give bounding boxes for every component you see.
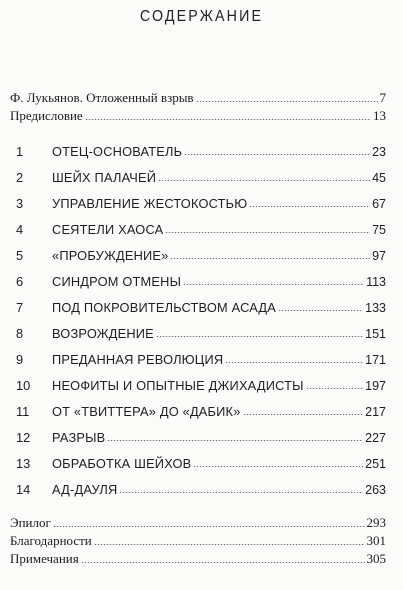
chapter-number: 8 bbox=[16, 326, 24, 341]
toc-entry-acknowledgements[interactable] bbox=[10, 533, 386, 549]
leader-dots bbox=[170, 258, 370, 259]
chapter-page: 113 bbox=[366, 275, 386, 289]
leader-dots bbox=[249, 206, 370, 207]
toc-chapter-6[interactable] bbox=[16, 274, 386, 289]
leader-dots bbox=[243, 414, 364, 415]
chapter-page: 151 bbox=[365, 327, 386, 341]
toc-entry-epilogue[interactable] bbox=[10, 515, 386, 531]
leader-dots bbox=[193, 466, 363, 467]
leader-dots bbox=[183, 284, 364, 285]
toc-chapter-4[interactable] bbox=[16, 222, 386, 237]
chapter-title: РАЗРЫВ bbox=[52, 430, 106, 445]
toc-entry-page: 7 bbox=[379, 90, 386, 105]
chapter-number: 12 bbox=[16, 430, 31, 445]
toc-chapter-9[interactable] bbox=[16, 352, 386, 367]
leader-dots bbox=[158, 180, 370, 181]
chapter-title: АД-ДАУЛЯ bbox=[52, 482, 118, 497]
toc-chapter-14[interactable] bbox=[16, 482, 386, 497]
chapter-number: 2 bbox=[16, 170, 24, 185]
leader-dots bbox=[94, 544, 365, 545]
chapter-number: 5 bbox=[16, 248, 24, 263]
toc-chapter-8[interactable] bbox=[16, 326, 386, 341]
toc-title: СОДЕРЖАНИЕ bbox=[139, 8, 264, 25]
toc-entry-label: Ф. Лукьянов. Отложенный взрыв bbox=[10, 90, 194, 105]
chapter-page: 67 bbox=[372, 197, 386, 211]
leader-dots bbox=[184, 154, 370, 155]
toc-chapter-7[interactable] bbox=[16, 300, 386, 315]
toc-entry-page: 13 bbox=[373, 108, 386, 123]
leader-dots bbox=[165, 232, 370, 233]
chapter-title: НЕОФИТЫ И ОПЫТНЫЕ ДЖИХАДИСТЫ bbox=[52, 378, 304, 393]
chapter-title: ШЕЙХ ПАЛАЧЕЙ bbox=[52, 170, 157, 185]
toc-chapter-13[interactable] bbox=[16, 456, 386, 471]
chapter-title: ВОЗРОЖДЕНИЕ bbox=[52, 326, 154, 341]
leader-dots bbox=[107, 440, 363, 441]
toc-entry-label: Благодарности bbox=[10, 533, 92, 548]
chapter-title: ОТ «ТВИТТЕРА» ДО «ДАБИК» bbox=[52, 404, 241, 419]
toc-chapter-2[interactable] bbox=[16, 170, 386, 185]
leader-dots bbox=[119, 492, 363, 493]
chapter-number: 9 bbox=[16, 352, 24, 367]
chapter-number: 10 bbox=[16, 378, 31, 393]
chapter-page: 227 bbox=[365, 431, 386, 445]
toc-entry-label: Предисловие bbox=[10, 108, 83, 123]
chapter-page: 23 bbox=[372, 145, 386, 159]
leader-dots bbox=[196, 101, 378, 102]
toc-chapter-1[interactable] bbox=[16, 144, 386, 159]
chapter-title: УПРАВЛЕНИЕ ЖЕСТОКОСТЬЮ bbox=[52, 196, 248, 211]
toc-entry-notes[interactable] bbox=[10, 551, 386, 567]
chapter-number: 13 bbox=[16, 456, 31, 471]
toc-entry-page: 301 bbox=[366, 533, 386, 548]
chapter-title: СЕЯТЕЛИ ХАОСА bbox=[52, 222, 164, 237]
leader-dots bbox=[85, 119, 371, 120]
toc-chapter-5[interactable] bbox=[16, 248, 386, 263]
toc-entry-preface[interactable] bbox=[10, 108, 386, 124]
leader-dots bbox=[278, 310, 363, 311]
toc-entry-page: 293 bbox=[366, 515, 386, 530]
toc-chapter-10[interactable] bbox=[16, 378, 386, 393]
leader-dots bbox=[225, 362, 363, 363]
chapter-title: «ПРОБУЖДЕНИЕ» bbox=[52, 248, 169, 263]
chapter-page: 263 bbox=[365, 483, 386, 497]
chapter-page: 171 bbox=[365, 353, 386, 367]
chapter-title: ОБРАБОТКА ШЕЙХОВ bbox=[52, 456, 192, 471]
chapter-page: 133 bbox=[365, 301, 386, 315]
leader-dots bbox=[306, 388, 363, 389]
chapter-title: СИНДРОМ ОТМЕНЫ bbox=[52, 274, 182, 289]
toc-entry-foreword-lukyanov[interactable] bbox=[10, 90, 386, 106]
toc-chapter-12[interactable] bbox=[16, 430, 386, 445]
toc-chapter-3[interactable] bbox=[16, 196, 386, 211]
chapter-number: 4 bbox=[16, 222, 24, 237]
toc-entry-label: Эпилог bbox=[10, 515, 51, 530]
chapter-number: 1 bbox=[16, 144, 24, 159]
chapter-page: 45 bbox=[372, 171, 386, 185]
chapter-number: 6 bbox=[16, 274, 24, 289]
chapter-page: 97 bbox=[372, 249, 386, 263]
chapter-title: ПРЕДАННАЯ РЕВОЛЮЦИЯ bbox=[52, 352, 224, 367]
toc-entry-page: 305 bbox=[366, 551, 386, 566]
chapter-number: 7 bbox=[16, 300, 24, 315]
leader-dots bbox=[81, 562, 365, 563]
chapter-number: 11 bbox=[16, 404, 30, 419]
toc-entry-label: Примечания bbox=[10, 551, 79, 566]
chapter-page: 75 bbox=[372, 223, 386, 237]
leader-dots bbox=[156, 336, 363, 337]
chapter-number: 3 bbox=[16, 196, 24, 211]
chapter-page: 251 bbox=[365, 457, 386, 471]
leader-dots bbox=[53, 526, 365, 527]
chapter-number: 14 bbox=[16, 482, 31, 497]
chapter-page: 217 bbox=[365, 405, 386, 419]
chapter-page: 197 bbox=[365, 379, 386, 393]
chapter-title: ПОД ПОКРОВИТЕЛЬСТВОМ АСАДА bbox=[52, 300, 276, 315]
toc-chapter-11[interactable] bbox=[16, 404, 386, 419]
chapter-title: ОТЕЦ-ОСНОВАТЕЛЬ bbox=[52, 144, 183, 159]
